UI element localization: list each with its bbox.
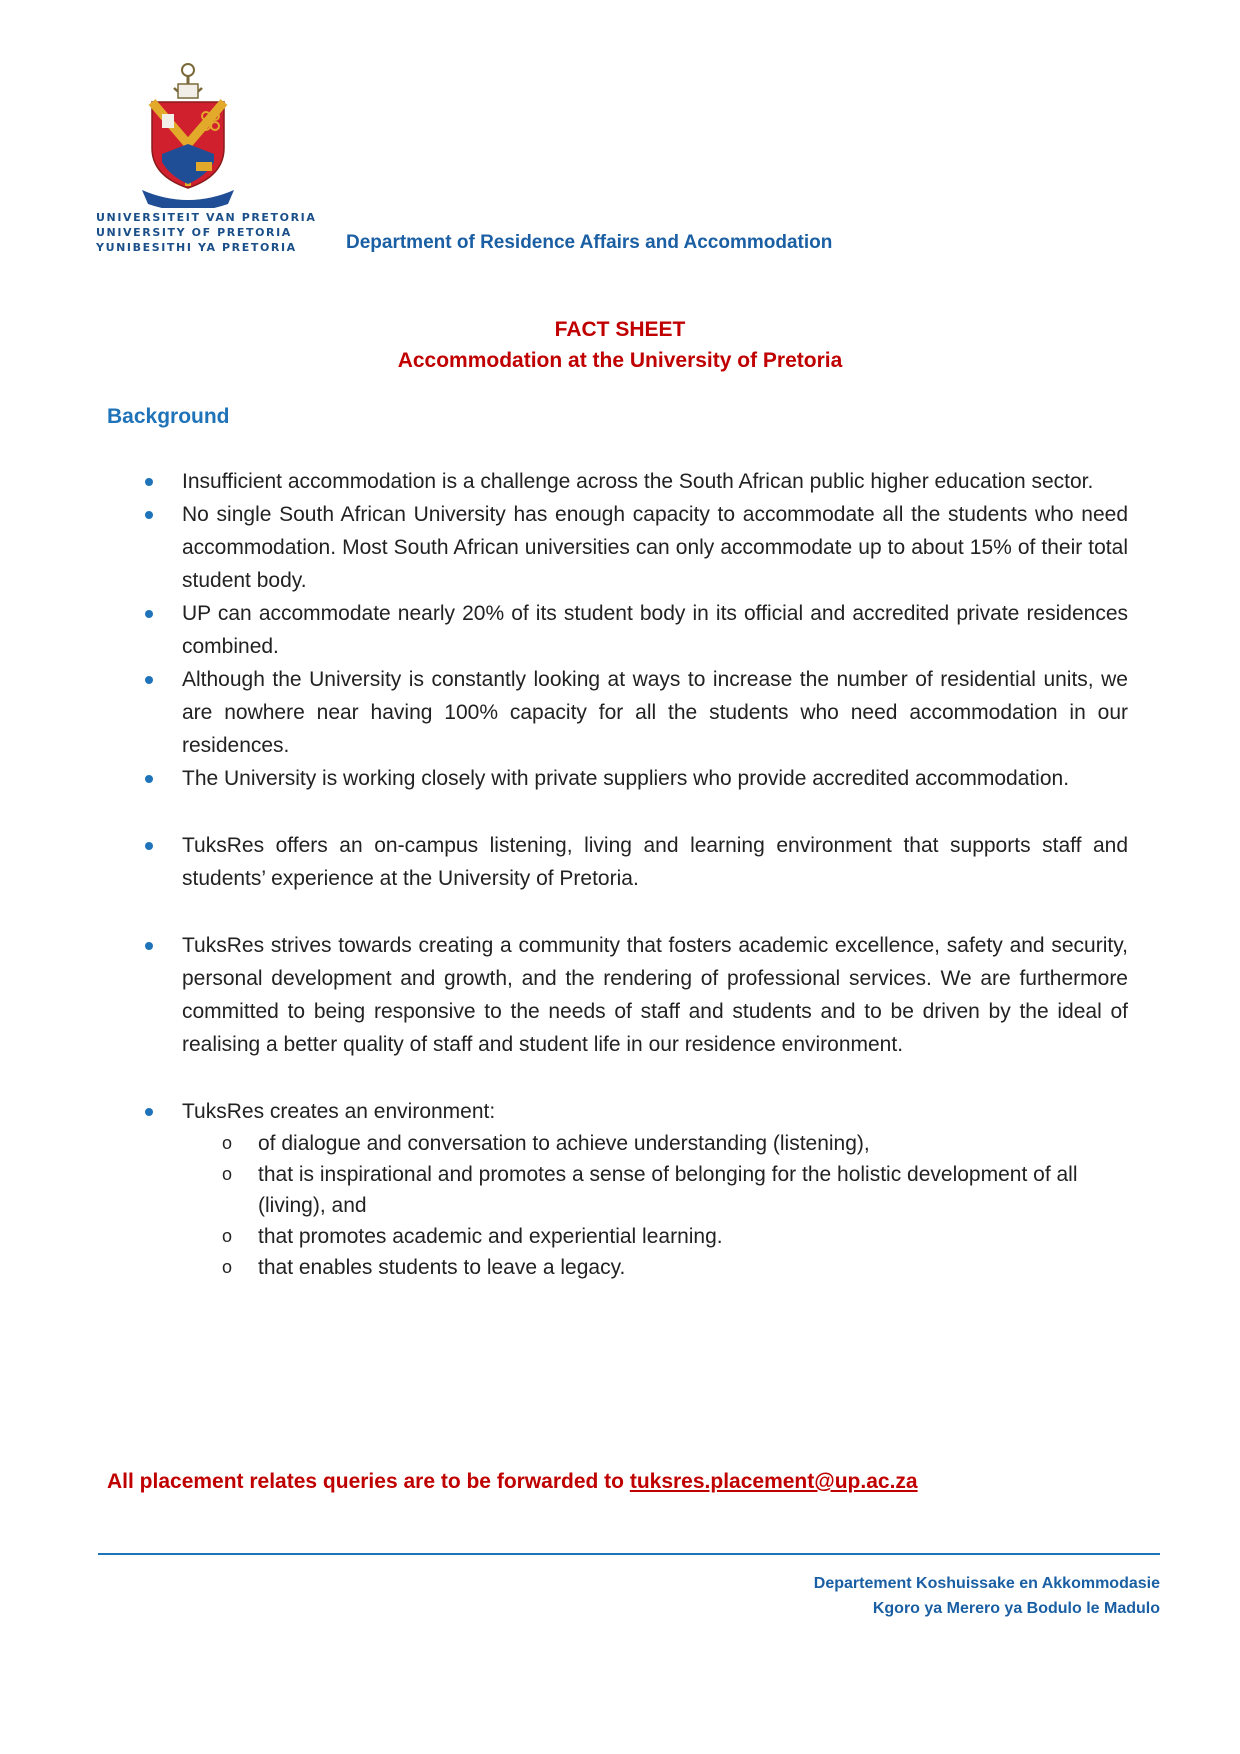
list-item	[144, 762, 1128, 795]
bullet-icon	[145, 610, 153, 618]
university-name-english: UNIVERSITY OF PRETORIA	[96, 226, 292, 239]
section-heading-background: Background	[107, 405, 230, 428]
sub-list-item-text: of dialogue and conversation to achieve understanding (listening),	[258, 1132, 870, 1155]
list-item-text: The University is working closely with private suppliers who provide accredited accommodation.	[182, 767, 1070, 790]
university-names	[96, 210, 316, 255]
list-item-text: No single South African University has enough capacity to accommodate all the students who need accommodation. Most South African universities can only accommodate up to about 15% of their total student body.	[182, 503, 1128, 592]
sub-list-item	[144, 1159, 1128, 1221]
placement-text: All placement relates queries are to be forwarded to	[107, 1470, 630, 1493]
list-item-text: Although the University is constantly looking at ways to increase the number of residential units, we are nowhere near having 100% capacity for all the students who need accommodation in our residences.	[182, 668, 1128, 757]
list-item	[144, 597, 1128, 663]
bullet-icon	[145, 478, 153, 486]
bullet-icon	[145, 511, 153, 519]
list-item	[144, 1095, 1128, 1128]
bullet-icon	[145, 676, 153, 684]
sub-list-item	[144, 1221, 1128, 1252]
university-name-sepedi: YUNIBESITHI YA PRETORIA	[96, 241, 297, 254]
footer-line-sepedi: Kgoro ya Merero ya Bodulo le Madulo	[872, 1600, 1160, 1617]
footer	[814, 1571, 1160, 1621]
sub-list-item	[144, 1252, 1128, 1283]
circle-bullet-icon: o	[222, 1257, 233, 1277]
department-name: Department of Residence Affairs and Accommodation	[346, 232, 833, 253]
university-name-afrikaans: UNIVERSITEIT VAN PRETORIA	[96, 211, 317, 224]
sub-list-item-text: that enables students to leave a legacy.	[258, 1256, 626, 1279]
page-title	[0, 314, 1240, 376]
list-item	[144, 663, 1128, 762]
bullet-icon	[145, 942, 153, 950]
sub-list-item-text: that promotes academic and experiential learning.	[258, 1225, 723, 1248]
bullet-icon	[145, 1108, 153, 1116]
list-item-text: TuksRes creates an environment:	[182, 1100, 496, 1123]
sub-list-item-text: that is inspirational and promotes a sense of belonging for the holistic development of all (living), and	[258, 1163, 1078, 1217]
list-item-text: TuksRes strives towards creating a community that fosters academic excellence, safety and security, personal development and growth, and the rendering of professional services. We are furthermore committed to being responsive to the needs of staff and students and to be driven by the ideal of realising a better quality of staff and student life in our residence environment.	[182, 934, 1128, 1056]
university-crest-icon	[140, 58, 236, 208]
placement-email-link[interactable]: tuksres.placement@up.ac.za	[629, 1470, 918, 1493]
spacer	[144, 795, 1128, 829]
circle-bullet-icon: o	[222, 1226, 233, 1246]
sub-list-item	[144, 1128, 1128, 1159]
main-content	[144, 465, 1128, 1283]
list-item-text: TuksRes offers an on-campus listening, living and learning environment that supports staff and students’ experience at the University of Pretoria.	[182, 834, 1128, 890]
list-item-text: Insufficient accommodation is a challenge across the South African public higher education sector.	[182, 470, 1094, 493]
spacer	[144, 1061, 1128, 1095]
list-item	[144, 498, 1128, 597]
circle-bullet-icon: o	[222, 1164, 233, 1184]
footer-divider	[98, 1553, 1160, 1555]
list-item	[144, 465, 1128, 498]
circle-bullet-icon: o	[222, 1133, 233, 1153]
footer-line-afrikaans: Departement Koshuissake en Akkommodasie	[813, 1575, 1160, 1592]
bullet-icon	[145, 842, 153, 850]
placement-notice	[107, 1470, 918, 1494]
list-item	[144, 929, 1128, 1061]
title-subtitle: Accommodation at the University of Pretoria	[397, 349, 843, 372]
spacer	[144, 895, 1128, 929]
list-item-text: UP can accommodate nearly 20% of its student body in its official and accredited private residences combined.	[182, 602, 1128, 658]
bullet-icon	[145, 775, 153, 783]
list-item	[144, 829, 1128, 895]
title-fact-sheet: FACT SHEET	[554, 318, 686, 341]
